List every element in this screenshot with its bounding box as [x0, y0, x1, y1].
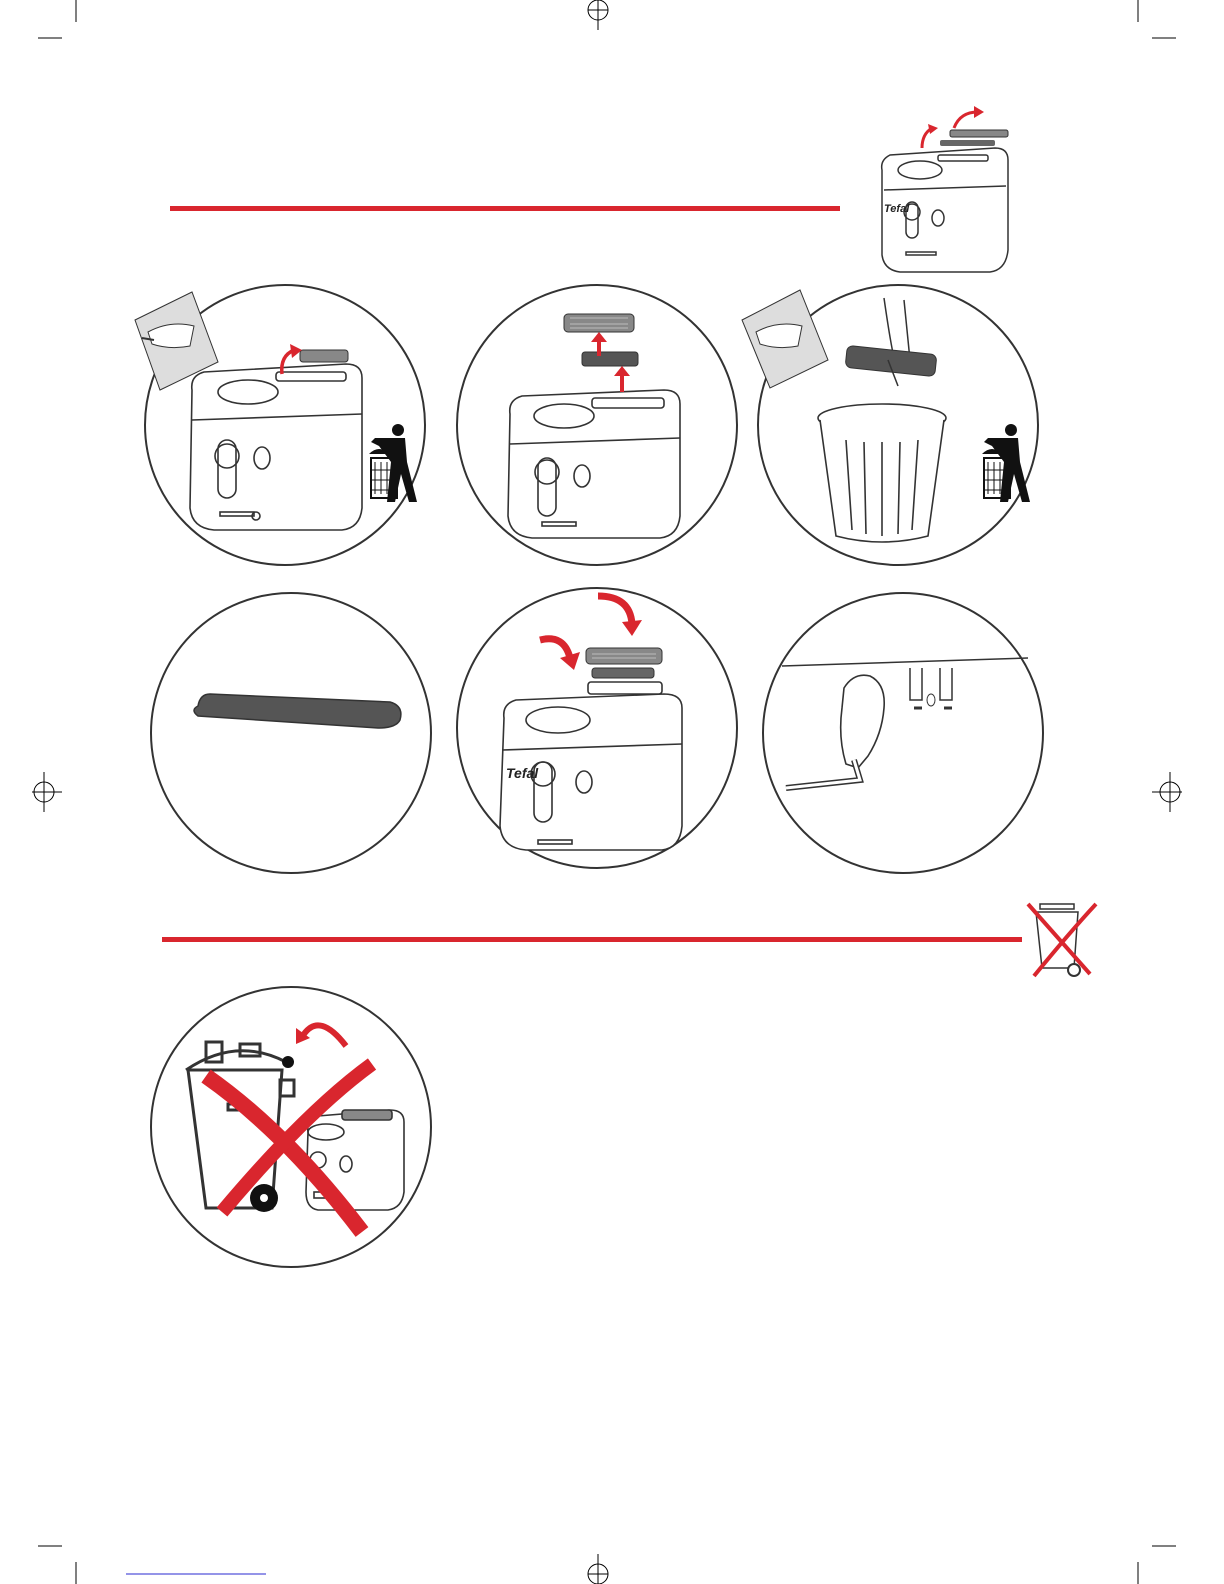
brand-logo-large: Tefal	[506, 765, 539, 781]
crossed-bin-icon	[1020, 898, 1100, 982]
step-4-new-filter-figure	[146, 588, 436, 878]
section-rule-top	[170, 206, 840, 211]
step-1-remove-cover-figure	[130, 280, 440, 570]
brand-logo: Tefal	[884, 203, 910, 215]
step-6-power-cord-figure	[758, 588, 1048, 878]
step-2-lift-filters-figure	[452, 280, 742, 570]
step-3-discard-filter-figure	[738, 280, 1048, 570]
step-5-refit-filters-figure	[452, 578, 752, 878]
waste-bin	[818, 404, 946, 542]
fryer-unit	[190, 364, 362, 530]
fryer-overview-figure	[870, 100, 1020, 280]
section-rule-bottom	[162, 937, 1022, 942]
disposal-warning-figure	[146, 982, 436, 1272]
